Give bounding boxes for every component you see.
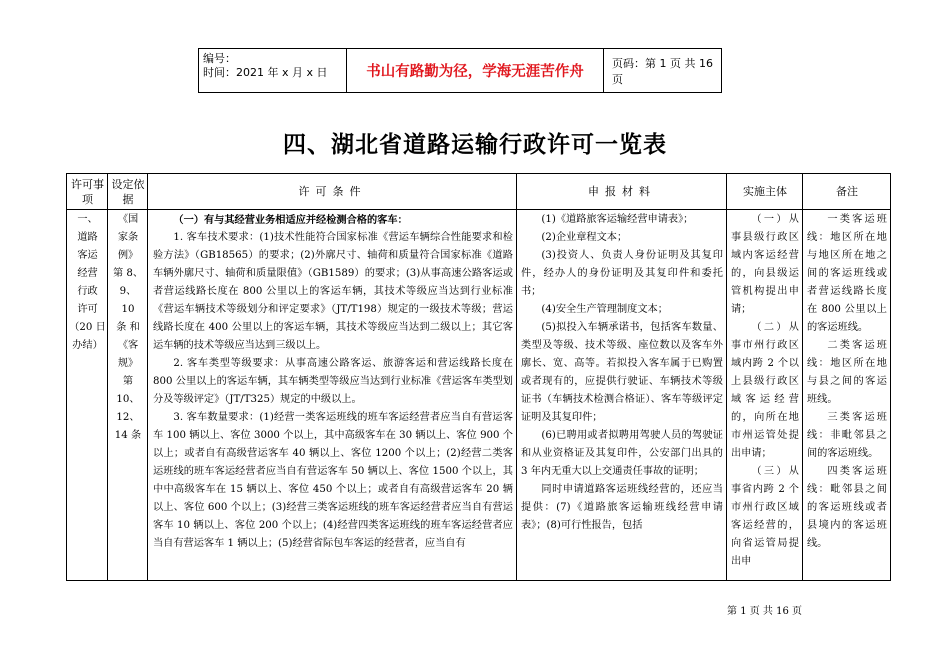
paragraph: 2. 客车类型等级要求：从事高速公路客运、旅游客运和营运线路长度在 800 公里以上的客运车辆，其车辆类型等级应当达到行业标准《营运客车类型划分及等级评定》（JT/T325）规定的中级以上。 <box>153 358 513 405</box>
paragraph: 三类客运班线：非毗邻县之间的客运班线。 <box>807 412 887 459</box>
paragraph: (3)投资人、负责人身份证明及其复印件，经办人的身份证明及其复印件和委托书； <box>521 250 723 297</box>
header-divider <box>67 209 890 210</box>
paragraph: （二）从事市州行政区域内跨 2 个以上县级行政区域客运经营的，向所在地市州运管处提出申请； <box>731 322 799 459</box>
paragraph: 道路 <box>77 232 98 243</box>
paragraph: 行政 <box>77 286 98 297</box>
paragraph: 3. 客车数量要求：(1)经营一类客运班线的班车客运经营者应当自有营运客车 100 辆以上、客位 3000 个以上，其中高级客车在 30 辆以上、客位 900 个以上；或者自有高级营运客车 40 辆以上、客位 1200 个以上；(2)经营二类客运班线的班车客运经营者应当自有营运客车 50 辆以上、客位 1500 个以上，其中中高级客车在 15 辆以上、客位 450 个以上；或者自有高级营运客车 20 辆以上、客位 600 个以上；(3)经营三类客运班线的班车客运经营者应当自有营运客车 10 辆以上、客位 200 个以上；(4)经营四类客运班线的班车客运经营者应当自有营运客车 1 辆以上；(5)经营省际包车客运的经营者，应当自有 <box>153 412 513 549</box>
paragraph: 10、 <box>116 394 140 405</box>
paragraph: 经营 <box>77 268 98 279</box>
paragraph: 《客 <box>117 340 139 351</box>
cell-item <box>69 211 106 355</box>
page-footer: 第 1 页 共 16 页 <box>727 606 802 617</box>
paragraph: 10 <box>121 304 135 315</box>
paragraph: （一）有与其经营业务相适应并经检测合格的客车： <box>173 214 408 226</box>
paragraph: 办结） <box>72 340 103 351</box>
paragraph: 《国 <box>117 214 139 225</box>
paragraph: 例》 <box>117 250 139 261</box>
header-basis: 设定依据 <box>111 177 145 206</box>
paragraph: （一）从事县级行政区域内客运经营的，向县级运管机构提出申请； <box>731 214 799 315</box>
paragraph: 二类客运班线：地区所在地与县之间的客运班线。 <box>807 340 887 405</box>
paragraph: 12、 <box>116 412 140 423</box>
document-number-label: 编号： <box>203 52 236 65</box>
paragraph: 第 <box>122 376 134 387</box>
header-box <box>198 48 722 93</box>
header-remarks: 备注 <box>836 185 858 198</box>
paragraph: 四类客运班线：毗邻县之间的客运班线或者县境内的客运班线。 <box>807 466 887 549</box>
header-item: 许可事项 <box>71 177 104 206</box>
paragraph: 规》 <box>117 358 139 369</box>
paragraph: （三）从事省内跨 2 个市州行政区域客运经营的，向省运管局提出申 <box>731 466 799 567</box>
paragraph: 9、 <box>119 286 137 297</box>
header-materials: 申报材料 <box>588 185 656 198</box>
motto: 书山有路勤为径，学海无涯苦作舟 <box>347 49 604 92</box>
cell-authority <box>731 211 799 571</box>
paragraph: （20 日 <box>69 322 106 333</box>
cell-materials <box>521 211 723 535</box>
cell-basis <box>109 211 147 445</box>
header-authority: 实施主体 <box>743 185 787 198</box>
paragraph: (2)企业章程文本； <box>541 232 628 243</box>
paragraph: 许可 <box>77 304 98 315</box>
paragraph: 家条 <box>117 232 139 243</box>
header-meta <box>199 49 347 92</box>
page-title: 四、湖北省道路运输行政许可一览表 <box>283 132 667 158</box>
paragraph: (6)已聘用或者拟聘用驾驶人员的驾驶证和从业资格证及其复印件，公安部门出具的 3 年内无重大以上交通责任事故的证明； <box>521 430 723 477</box>
paragraph: 一、 <box>77 214 98 225</box>
paragraph: 1. 客车技术要求：(1)技术性能符合国家标准《营运车辆综合性能要求和检验方法》（GB18565）的要求；(2)外廓尺寸、轴荷和质量符合国家标准《道路车辆外廓尺寸、轴荷和质量限值》（GB1589）的要求；(3)从事高速公路客运或者营运线路长度在 800 公里以上的客运车辆，其技术等级应当达到行业标准《营运车辆技术等级划分和评定要求》（JT/T198）规定的一级技术等级；营运线路长度在 400 公里以上的客运车辆，其技术等级应当达到二级以上；其它客运车辆的技术等级应当达到三级以上。 <box>153 232 513 351</box>
cell-remarks <box>807 211 887 553</box>
paragraph: 同时申请道路客运班线经营的，还应当提供：(7)《道路旅客运输班线经营申请表》；(8)可行性报告，包括 <box>521 484 723 531</box>
paragraph: 客运 <box>77 250 98 261</box>
paragraph: (4)安全生产管理制度文本； <box>541 304 668 315</box>
page-indicator: 页码：第 1 页 共 16 页 <box>612 56 713 86</box>
permit-table <box>66 173 891 581</box>
cell-conditions <box>153 211 513 553</box>
paragraph: 第 8、 <box>112 268 144 279</box>
document-time-label: 时间：2021 年 x 月 x 日 <box>203 66 328 79</box>
header-conditions: 许可条件 <box>298 185 367 198</box>
paragraph: 一类客运班线：地区所在地与地区所在地之间的客运班线或者营运线路长度在 800 公里以上的客运班线。 <box>807 214 887 333</box>
paragraph: 条 和 <box>116 322 140 333</box>
paragraph: (5)拟投入车辆承诺书，包括客车数量、类型及等级、技术等级、座位数以及客车外廓长、宽、高等。若拟投入客车属于已购置或者现有的，应提供行驶证、车辆技术等级证书（车辆技术检测合格证）、客车等级评定证明及其复印件； <box>521 322 723 423</box>
paragraph: (1)《道路旅客运输经营申请表》； <box>541 214 694 225</box>
paragraph: 14 条 <box>114 430 142 441</box>
